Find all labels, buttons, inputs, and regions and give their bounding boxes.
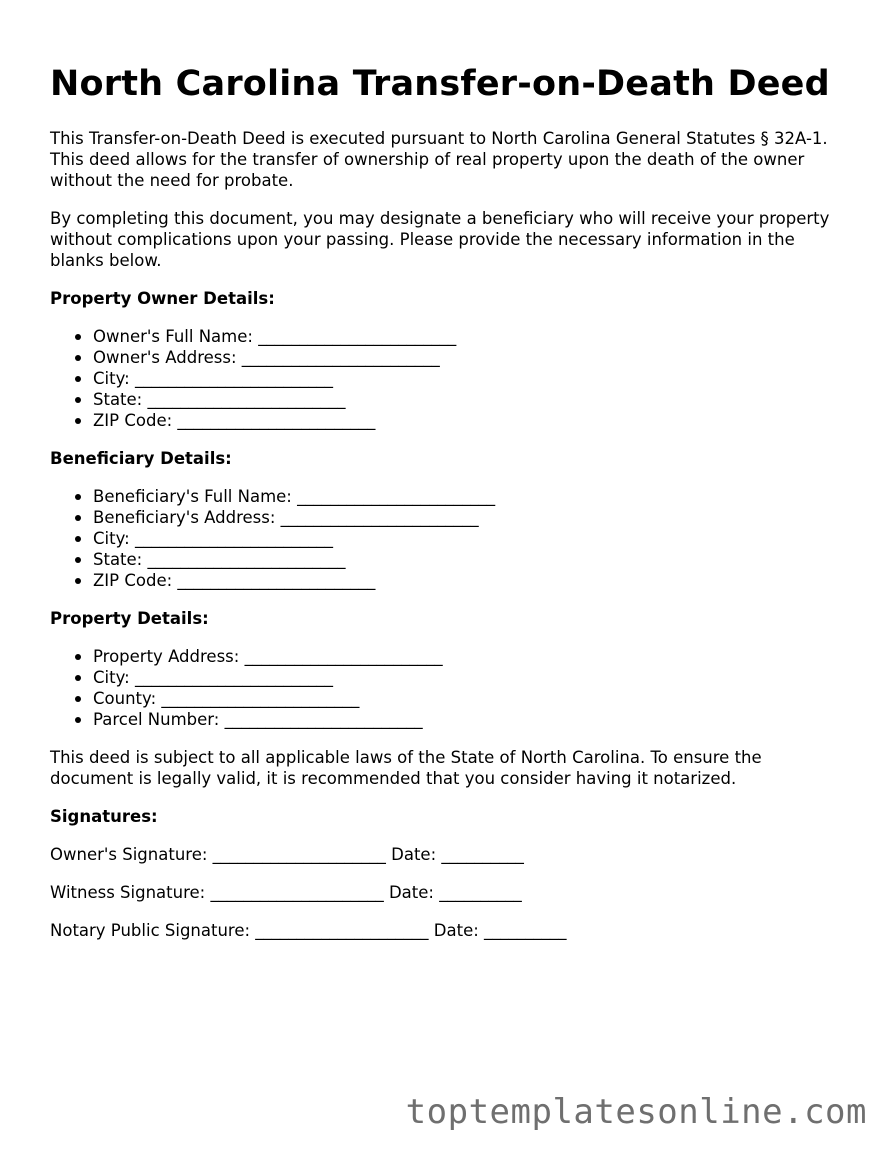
document-body bbox=[50, 128, 840, 958]
property-address-field: Property Address: ________________________ bbox=[93, 646, 840, 667]
notary-signature-line: Notary Public Signature: _____________________ Date: __________ bbox=[50, 921, 567, 940]
beneficiary-full-name-field: Beneficiary's Full Name: ________________________ bbox=[93, 486, 840, 507]
parcel-number-field: Parcel Number: ________________________ bbox=[93, 709, 840, 730]
document-title: North Carolina Transfer-on-Death Deed bbox=[50, 64, 830, 104]
beneficiary-details-heading: Beneficiary Details: bbox=[50, 449, 232, 468]
beneficiary-address-field: Beneficiary's Address: ________________________ bbox=[93, 507, 840, 528]
intro-paragraph-2: By completing this document, you may designate a beneficiary who will receive your property without complications upon your passing. Please provide the necessary information in the blanks below. bbox=[50, 209, 830, 270]
witness-signature-line: Witness Signature: _____________________ Date: __________ bbox=[50, 883, 522, 902]
owner-full-name-field: Owner's Full Name: ________________________ bbox=[93, 326, 840, 347]
signatures-heading: Signatures: bbox=[50, 807, 158, 826]
beneficiary-details-list bbox=[50, 486, 840, 591]
owner-details-heading: Property Owner Details: bbox=[50, 289, 275, 308]
owner-address-field: Owner's Address: ________________________ bbox=[93, 347, 840, 368]
owner-zip-field: ZIP Code: ________________________ bbox=[93, 410, 840, 431]
beneficiary-zip-field: ZIP Code: ________________________ bbox=[93, 570, 840, 591]
owner-signature-line: Owner's Signature: _____________________ Date: __________ bbox=[50, 845, 524, 864]
property-county-field: County: ________________________ bbox=[93, 688, 840, 709]
owner-details-list bbox=[50, 326, 840, 431]
intro-paragraph-1: This Transfer-on-Death Deed is executed pursuant to North Carolina General Statutes § 32A-1. This deed allows for the transfer of ownership of real property upon the death of the owner without the need for probate. bbox=[50, 129, 828, 190]
closing-paragraph: This deed is subject to all applicable laws of the State of North Carolina. To ensure the document is legally valid, it is recommended that you consider having it notarized. bbox=[50, 748, 762, 788]
property-details-heading: Property Details: bbox=[50, 609, 209, 628]
owner-state-field: State: ________________________ bbox=[93, 389, 840, 410]
beneficiary-city-field: City: ________________________ bbox=[93, 528, 840, 549]
property-details-list bbox=[50, 646, 840, 730]
beneficiary-state-field: State: ________________________ bbox=[93, 549, 840, 570]
site-watermark: toptemplatesonline.com bbox=[405, 1092, 867, 1132]
property-city-field: City: ________________________ bbox=[93, 667, 840, 688]
owner-city-field: City: ________________________ bbox=[93, 368, 840, 389]
